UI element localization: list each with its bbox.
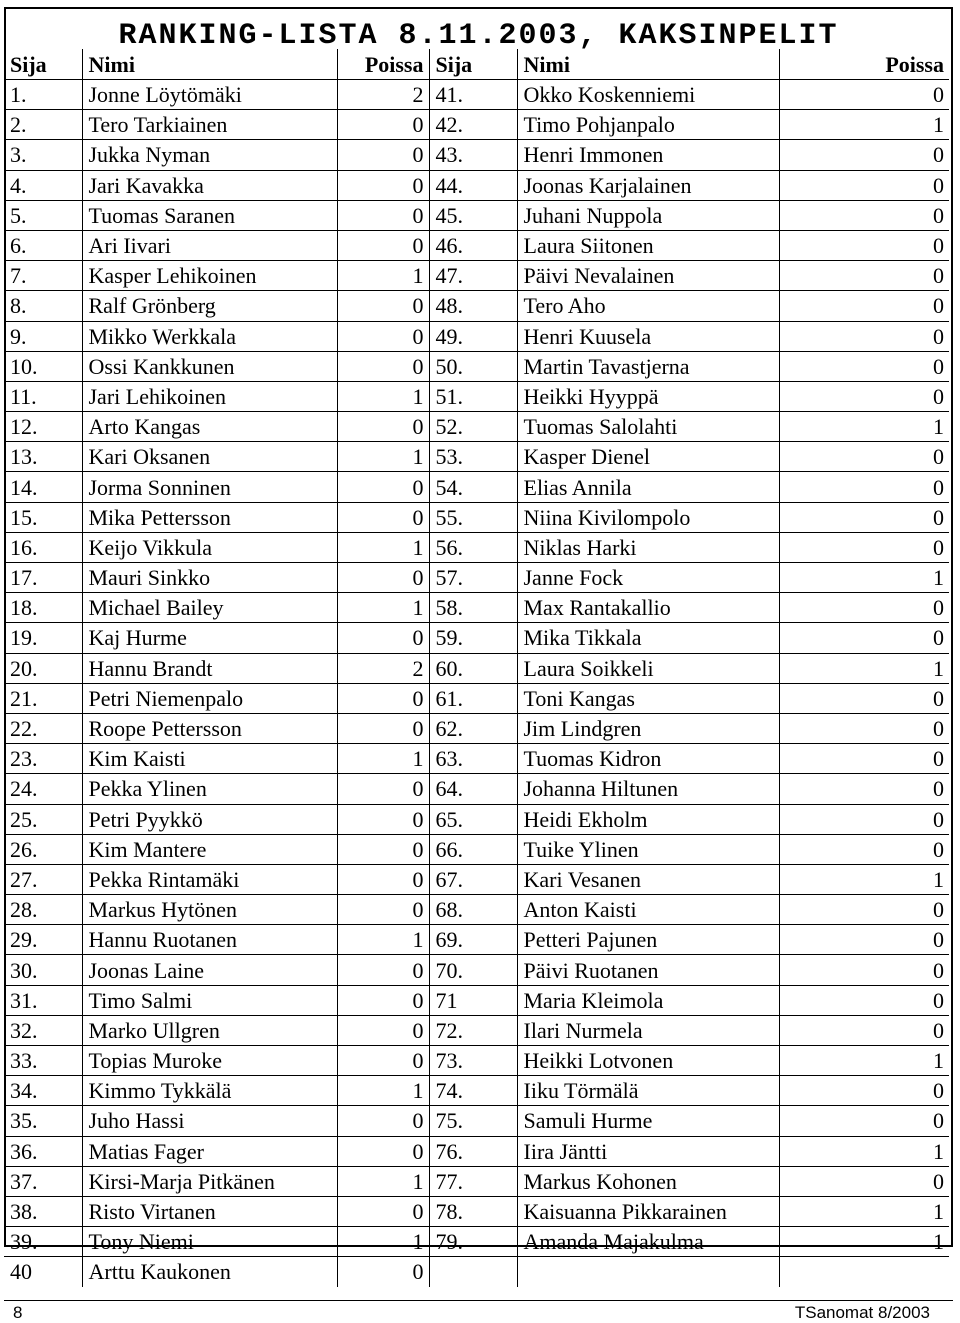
absent-cell: 1 [779, 563, 949, 593]
footer-divider [4, 1300, 953, 1301]
absent-cell: 0 [779, 502, 949, 532]
rank-cell: 57. [429, 563, 517, 593]
absent-cell: 0 [779, 291, 949, 321]
rank-cell: 8. [4, 291, 82, 321]
rank-cell: 45. [429, 200, 517, 230]
name-cell: Henri Immonen [517, 140, 779, 170]
table-row [4, 110, 949, 140]
name-cell: Tero Aho [517, 291, 779, 321]
name-cell: Heikki Lotvonen [517, 1046, 779, 1076]
absent-cell: 0 [779, 985, 949, 1015]
rank-cell: 48. [429, 291, 517, 321]
name-cell: Tuomas Salolahti [517, 412, 779, 442]
absent-cell: 1 [779, 1046, 949, 1076]
name-cell: Ralf Grönberg [82, 291, 337, 321]
table-row [4, 623, 949, 653]
name-cell: Niklas Harki [517, 532, 779, 562]
absent-cell: 0 [337, 683, 429, 713]
rank-cell: 6. [4, 230, 82, 260]
name-cell: Kasper Lehikoinen [82, 261, 337, 291]
rank-cell: 38. [4, 1196, 82, 1226]
name-cell: Joonas Laine [82, 955, 337, 985]
table-row [4, 291, 949, 321]
rank-cell: 50. [429, 351, 517, 381]
absent-cell: 0 [779, 170, 949, 200]
name-cell: Tero Tarkiainen [82, 110, 337, 140]
rank-cell: 46. [429, 230, 517, 260]
absent-cell: 0 [337, 351, 429, 381]
absent-cell: 0 [779, 351, 949, 381]
table-row [4, 593, 949, 623]
name-cell: Jim Lindgren [517, 713, 779, 743]
name-cell: Arttu Kaukonen [82, 1257, 337, 1287]
rank-cell: 1. [4, 80, 82, 110]
rank-cell: 64. [429, 774, 517, 804]
rank-cell: 16. [4, 532, 82, 562]
name-cell: Pekka Rintamäki [82, 864, 337, 894]
rank-cell: 62. [429, 713, 517, 743]
absent-cell: 1 [337, 442, 429, 472]
name-cell: Niina Kivilompolo [517, 502, 779, 532]
name-cell: Laura Siitonen [517, 230, 779, 260]
absent-cell: 1 [779, 412, 949, 442]
absent-cell: 1 [779, 864, 949, 894]
rank-cell: 75. [429, 1106, 517, 1136]
absent-cell [779, 1257, 949, 1287]
rank-cell: 32. [4, 1015, 82, 1045]
absent-cell: 0 [337, 623, 429, 653]
name-cell: Päivi Nevalainen [517, 261, 779, 291]
absent-cell: 0 [337, 200, 429, 230]
name-cell: Juho Hassi [82, 1106, 337, 1136]
rank-cell: 54. [429, 472, 517, 502]
rank-cell: 17. [4, 563, 82, 593]
absent-cell: 0 [779, 80, 949, 110]
name-cell: Pekka Ylinen [82, 774, 337, 804]
name-cell: Arto Kangas [82, 412, 337, 442]
name-cell: Iira Jäntti [517, 1136, 779, 1166]
header-sija: Sija [4, 49, 82, 80]
name-cell: Maria Kleimola [517, 985, 779, 1015]
name-cell: Tuomas Saranen [82, 200, 337, 230]
rank-cell: 5. [4, 200, 82, 230]
rank-cell: 52. [429, 412, 517, 442]
rank-cell: 26. [4, 834, 82, 864]
rank-cell: 79. [429, 1227, 517, 1257]
absent-cell: 0 [779, 744, 949, 774]
absent-cell: 0 [779, 683, 949, 713]
absent-cell: 0 [779, 321, 949, 351]
name-cell: Timo Salmi [82, 985, 337, 1015]
table-row [4, 170, 949, 200]
rank-cell: 12. [4, 412, 82, 442]
rank-cell: 24. [4, 774, 82, 804]
absent-cell: 0 [779, 955, 949, 985]
rank-cell: 35. [4, 1106, 82, 1136]
table-row [4, 1257, 949, 1287]
name-cell: Ossi Kankkunen [82, 351, 337, 381]
absent-cell: 0 [337, 140, 429, 170]
name-cell: Jari Lehikoinen [82, 381, 337, 411]
name-cell: Juhani Nuppola [517, 200, 779, 230]
rank-cell: 63. [429, 744, 517, 774]
absent-cell: 2 [337, 653, 429, 683]
absent-cell: 1 [337, 381, 429, 411]
rank-cell: 60. [429, 653, 517, 683]
absent-cell: 0 [337, 110, 429, 140]
rank-cell: 33. [4, 1046, 82, 1076]
rank-cell: 22. [4, 713, 82, 743]
rank-cell: 27. [4, 864, 82, 894]
absent-cell: 0 [337, 985, 429, 1015]
table-row [4, 1106, 949, 1136]
rank-cell: 34. [4, 1076, 82, 1106]
absent-cell: 1 [779, 1136, 949, 1166]
rank-cell: 56. [429, 532, 517, 562]
absent-cell: 0 [337, 1196, 429, 1226]
table-row [4, 442, 949, 472]
name-cell: Markus Kohonen [517, 1166, 779, 1196]
absent-cell: 2 [337, 80, 429, 110]
absent-cell: 0 [779, 1076, 949, 1106]
absent-cell: 1 [779, 1227, 949, 1257]
table-row [4, 955, 949, 985]
rank-cell: 73. [429, 1046, 517, 1076]
absent-cell: 0 [779, 381, 949, 411]
name-cell: Max Rantakallio [517, 593, 779, 623]
rank-cell: 10. [4, 351, 82, 381]
name-cell: Kasper Dienel [517, 442, 779, 472]
rank-cell: 21. [4, 683, 82, 713]
header-nimi: Nimi [517, 49, 779, 80]
table-row [4, 1227, 949, 1257]
table-row [4, 1166, 949, 1196]
absent-cell: 0 [337, 230, 429, 260]
table-row [4, 321, 949, 351]
rank-cell: 41. [429, 80, 517, 110]
rank-cell: 15. [4, 502, 82, 532]
rank-cell: 74. [429, 1076, 517, 1106]
name-cell: Okko Koskenniemi [517, 80, 779, 110]
rank-cell: 2. [4, 110, 82, 140]
name-cell: Toni Kangas [517, 683, 779, 713]
absent-cell: 0 [337, 864, 429, 894]
name-cell: Topias Muroke [82, 1046, 337, 1076]
absent-cell: 0 [337, 774, 429, 804]
name-cell: Roope Pettersson [82, 713, 337, 743]
absent-cell: 0 [337, 502, 429, 532]
table-row [4, 230, 949, 260]
absent-cell: 0 [779, 1166, 949, 1196]
rank-cell: 70. [429, 955, 517, 985]
absent-cell: 0 [779, 472, 949, 502]
rank-cell [429, 1257, 517, 1287]
name-cell: Joonas Karjalainen [517, 170, 779, 200]
absent-cell: 0 [337, 895, 429, 925]
rank-cell: 20. [4, 653, 82, 683]
name-cell: Iiku Törmälä [517, 1076, 779, 1106]
table-row [4, 472, 949, 502]
table-row [4, 744, 949, 774]
rank-cell: 43. [429, 140, 517, 170]
name-cell: Jonne Löytömäki [82, 80, 337, 110]
table-row [4, 200, 949, 230]
publication-label: TSanomat 8/2003 [794, 1303, 930, 1322]
absent-cell: 0 [337, 170, 429, 200]
rank-cell: 11. [4, 381, 82, 411]
name-cell: Laura Soikkeli [517, 653, 779, 683]
absent-cell: 0 [779, 532, 949, 562]
name-cell: Kari Vesanen [517, 864, 779, 894]
absent-cell: 1 [337, 593, 429, 623]
name-cell: Heidi Ekholm [517, 804, 779, 834]
name-cell: Heikki Hyyppä [517, 381, 779, 411]
name-cell: Ilari Nurmela [517, 1015, 779, 1045]
absent-cell: 1 [337, 744, 429, 774]
table-row [4, 563, 949, 593]
rank-cell: 76. [429, 1136, 517, 1166]
rank-cell: 13. [4, 442, 82, 472]
table-row [4, 1076, 949, 1106]
table-row [4, 532, 949, 562]
absent-cell: 1 [779, 653, 949, 683]
rank-cell: 3. [4, 140, 82, 170]
table-row [4, 683, 949, 713]
rank-cell: 44. [429, 170, 517, 200]
absent-cell: 0 [337, 412, 429, 442]
table-row [4, 381, 949, 411]
absent-cell: 0 [337, 291, 429, 321]
name-cell [517, 1257, 779, 1287]
name-cell: Martin Tavastjerna [517, 351, 779, 381]
name-cell: Mikko Werkkala [82, 321, 337, 351]
rank-cell: 37. [4, 1166, 82, 1196]
rank-cell: 25. [4, 804, 82, 834]
absent-cell: 1 [337, 532, 429, 562]
rank-cell: 53. [429, 442, 517, 472]
absent-cell: 0 [337, 1136, 429, 1166]
absent-cell: 0 [779, 140, 949, 170]
absent-cell: 1 [337, 261, 429, 291]
rank-cell: 47. [429, 261, 517, 291]
absent-cell: 0 [337, 955, 429, 985]
name-cell: Matias Fager [82, 1136, 337, 1166]
name-cell: Kari Oksanen [82, 442, 337, 472]
table-row [4, 1015, 949, 1045]
rank-cell: 49. [429, 321, 517, 351]
absent-cell: 0 [779, 1015, 949, 1045]
name-cell: Markus Hytönen [82, 895, 337, 925]
absent-cell: 0 [337, 472, 429, 502]
table-row [4, 895, 949, 925]
rank-cell: 9. [4, 321, 82, 351]
rank-cell: 72. [429, 1015, 517, 1045]
rank-cell: 36. [4, 1136, 82, 1166]
name-cell: Päivi Ruotanen [517, 955, 779, 985]
table-row [4, 261, 949, 291]
rank-cell: 29. [4, 925, 82, 955]
absent-cell: 1 [779, 1196, 949, 1226]
absent-cell: 0 [337, 1257, 429, 1287]
name-cell: Ari Iivari [82, 230, 337, 260]
table-row [4, 412, 949, 442]
header-poissa: Poissa [337, 49, 429, 80]
name-cell: Hannu Ruotanen [82, 925, 337, 955]
absent-cell: 0 [337, 834, 429, 864]
name-cell: Jukka Nyman [82, 140, 337, 170]
absent-cell: 0 [779, 230, 949, 260]
absent-cell: 1 [337, 1166, 429, 1196]
rank-cell: 66. [429, 834, 517, 864]
absent-cell: 0 [779, 713, 949, 743]
absent-cell: 0 [779, 804, 949, 834]
absent-cell: 0 [337, 804, 429, 834]
rank-cell: 23. [4, 744, 82, 774]
absent-cell: 0 [779, 261, 949, 291]
name-cell: Timo Pohjanpalo [517, 110, 779, 140]
rank-cell: 7. [4, 261, 82, 291]
rank-cell: 39. [4, 1227, 82, 1257]
absent-cell: 1 [337, 1227, 429, 1257]
table-row [4, 502, 949, 532]
name-cell: Kirsi-Marja Pitkänen [82, 1166, 337, 1196]
name-cell: Samuli Hurme [517, 1106, 779, 1136]
name-cell: Michael Bailey [82, 593, 337, 623]
header-poissa: Poissa [885, 51, 944, 77]
absent-cell: 0 [779, 593, 949, 623]
rank-cell: 42. [429, 110, 517, 140]
absent-cell: 0 [779, 623, 949, 653]
name-cell: Kim Mantere [82, 834, 337, 864]
rank-cell: 19. [4, 623, 82, 653]
name-cell: Janne Fock [517, 563, 779, 593]
name-cell: Henri Kuusela [517, 321, 779, 351]
absent-cell: 0 [337, 1046, 429, 1076]
absent-cell: 0 [337, 713, 429, 743]
name-cell: Petri Niemenpalo [82, 683, 337, 713]
name-cell: Anton Kaisti [517, 895, 779, 925]
name-cell: Petri Pyykkö [82, 804, 337, 834]
absent-cell: 0 [779, 774, 949, 804]
table-row [4, 713, 949, 743]
name-cell: Jorma Sonninen [82, 472, 337, 502]
name-cell: Tuike Ylinen [517, 834, 779, 864]
absent-cell: 1 [779, 110, 949, 140]
absent-cell: 0 [337, 563, 429, 593]
absent-cell: 1 [337, 1076, 429, 1106]
rank-cell: 58. [429, 593, 517, 623]
ranking-table [4, 49, 949, 1287]
name-cell: Keijo Vikkula [82, 532, 337, 562]
name-cell: Risto Virtanen [82, 1196, 337, 1226]
absent-cell: 0 [779, 834, 949, 864]
table-row [4, 985, 949, 1015]
name-cell: Mauri Sinkko [82, 563, 337, 593]
header-nimi: Nimi [82, 49, 337, 80]
rank-cell: 77. [429, 1166, 517, 1196]
absent-cell: 0 [779, 442, 949, 472]
rank-cell: 59. [429, 623, 517, 653]
rank-cell: 40 [4, 1257, 82, 1287]
page-number: 8 [13, 1303, 23, 1322]
rank-cell: 68. [429, 895, 517, 925]
table-row [4, 80, 949, 110]
rank-cell: 18. [4, 593, 82, 623]
name-cell: Tony Niemi [82, 1227, 337, 1257]
table-row [4, 1046, 949, 1076]
name-cell: Kaj Hurme [82, 623, 337, 653]
absent-cell: 0 [779, 925, 949, 955]
table-row [4, 351, 949, 381]
name-cell: Petteri Pajunen [517, 925, 779, 955]
absent-cell: 0 [779, 200, 949, 230]
table-row [4, 804, 949, 834]
table-row [4, 925, 949, 955]
page-title: RANKING-LISTA 8.11.2003, KAKSINPELIT [118, 19, 839, 53]
table-row [4, 1136, 949, 1166]
rank-cell: 71 [429, 985, 517, 1015]
name-cell: Hannu Brandt [82, 653, 337, 683]
name-cell: Marko Ullgren [82, 1015, 337, 1045]
name-cell: Mika Tikkala [517, 623, 779, 653]
name-cell: Kimmo Tykkälä [82, 1076, 337, 1106]
rank-cell: 55. [429, 502, 517, 532]
absent-cell: 0 [779, 1106, 949, 1136]
rank-cell: 31. [4, 985, 82, 1015]
absent-cell: 0 [337, 1015, 429, 1045]
rank-cell: 67. [429, 864, 517, 894]
rank-cell: 61. [429, 683, 517, 713]
rank-cell: 51. [429, 381, 517, 411]
name-cell: Amanda Majakulma [517, 1227, 779, 1257]
table-header-row [4, 49, 949, 80]
absent-cell: 0 [337, 321, 429, 351]
table-row [4, 834, 949, 864]
name-cell: Mika Pettersson [82, 502, 337, 532]
table-row [4, 864, 949, 894]
absent-cell: 0 [337, 1106, 429, 1136]
name-cell: Elias Annila [517, 472, 779, 502]
absent-cell: 1 [337, 925, 429, 955]
rank-cell: 69. [429, 925, 517, 955]
name-cell: Tuomas Kidron [517, 744, 779, 774]
absent-cell: 0 [779, 895, 949, 925]
table-row [4, 1196, 949, 1226]
rank-cell: 78. [429, 1196, 517, 1226]
table-row [4, 774, 949, 804]
name-cell: Kaisuanna Pikkarainen [517, 1196, 779, 1226]
rank-cell: 28. [4, 895, 82, 925]
name-cell: Johanna Hiltunen [517, 774, 779, 804]
rank-cell: 4. [4, 170, 82, 200]
rank-cell: 30. [4, 955, 82, 985]
rank-cell: 14. [4, 472, 82, 502]
table-row [4, 140, 949, 170]
rank-cell: 65. [429, 804, 517, 834]
name-cell: Kim Kaisti [82, 744, 337, 774]
name-cell: Jari Kavakka [82, 170, 337, 200]
table-row [4, 653, 949, 683]
header-sija: Sija [429, 49, 517, 80]
